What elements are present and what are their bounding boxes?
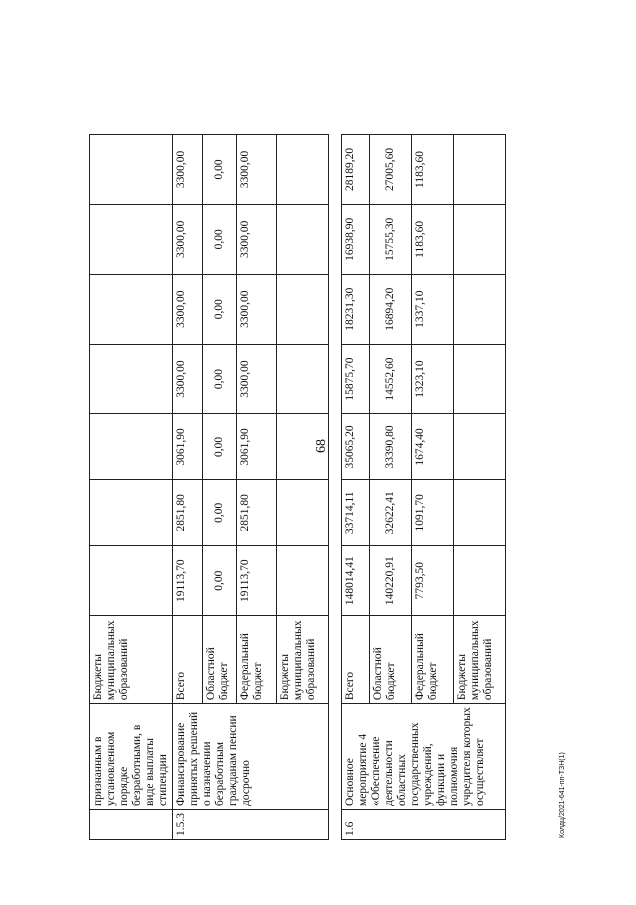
value-year: 1674,40 [412,414,454,480]
row-number: 1.6 [342,810,506,840]
funding-source: Федеральный бюджет [237,616,277,704]
value-year: 3300,00 [173,344,203,414]
value-year: 15875,70 [342,344,370,414]
funding-source: Федеральный бюджет [412,616,454,704]
funding-source: Бюджеты муниципальных образований [277,616,329,704]
table-row [90,135,173,840]
value-year: 1091,70 [412,480,454,546]
value-total: 19113,70 [237,546,277,616]
value-year: 0,00 [203,414,237,480]
table-row [342,135,370,840]
value-year: 33714,11 [342,480,370,546]
measure-name: Финансирование принятых решений о назначении безработным гражданам пенсии досрочно [173,704,329,810]
funding-source: Всего [173,616,203,704]
funding-source: Бюджеты муниципальных образований [90,616,173,704]
table-row [173,135,203,840]
value-total: 140220,91 [370,546,412,616]
value-year: 0,00 [203,480,237,546]
task-row [329,135,342,840]
budget-table [89,134,506,840]
value-year: 1323,10 [412,344,454,414]
funding-source: Всего [342,616,370,704]
value-year: 1183,60 [412,135,454,205]
value-year: 3300,00 [237,274,277,344]
value-year: 35065,20 [342,414,370,480]
value-year: 32622,41 [370,480,412,546]
value-year: 3300,00 [173,135,203,205]
value-year: 16938,90 [342,204,370,274]
value-year: 18231,30 [342,274,370,344]
value-year: 3061,90 [173,414,203,480]
value-year: 27005,60 [370,135,412,205]
value-total: 19113,70 [173,546,203,616]
value-year: 0,00 [203,344,237,414]
task-heading [329,135,342,840]
value-year: 3300,00 [237,204,277,274]
page-number: 68 [314,439,329,453]
row-number [90,810,173,840]
value-year: 0,00 [203,274,237,344]
rotated-page-content [89,134,494,840]
value-year: 3300,00 [237,344,277,414]
value-year: 16894,20 [370,274,412,344]
value-year: 0,00 [203,135,237,205]
value-year: 33390,80 [370,414,412,480]
value-year: 3300,00 [237,135,277,205]
value-year: 14552,60 [370,344,412,414]
value-year: 28189,20 [342,135,370,205]
value-total: 148014,41 [342,546,370,616]
value-year: 15755,30 [370,204,412,274]
measure-name: Основное мероприятие 4 «Обеспечение деятельности областных государственных учреждений, функции и полномочия учредителя которых осуществляет [342,704,506,810]
document-code: Колдц/2021-641-пп-ТЗН(1) [559,752,566,838]
value-year: 2851,80 [237,480,277,546]
value-total: 7793,50 [412,546,454,616]
funding-source: Бюджеты муниципальных образований [454,616,506,704]
measure-name: признанным в установленном порядке безработными, в виде выплаты стипендии [90,704,173,810]
funding-source: Областной бюджет [203,616,237,704]
value-year: 3300,00 [173,274,203,344]
value-year: 3300,00 [173,204,203,274]
value-year: 0,00 [203,204,237,274]
funding-source: Областной бюджет [370,616,412,704]
value-year: 1183,60 [412,204,454,274]
row-number: 1.5.3 [173,810,329,840]
value-total: 0,00 [203,546,237,616]
value-year: 2851,80 [173,480,203,546]
value-year: 1337,10 [412,274,454,344]
value-year: 3061,90 [237,414,277,480]
